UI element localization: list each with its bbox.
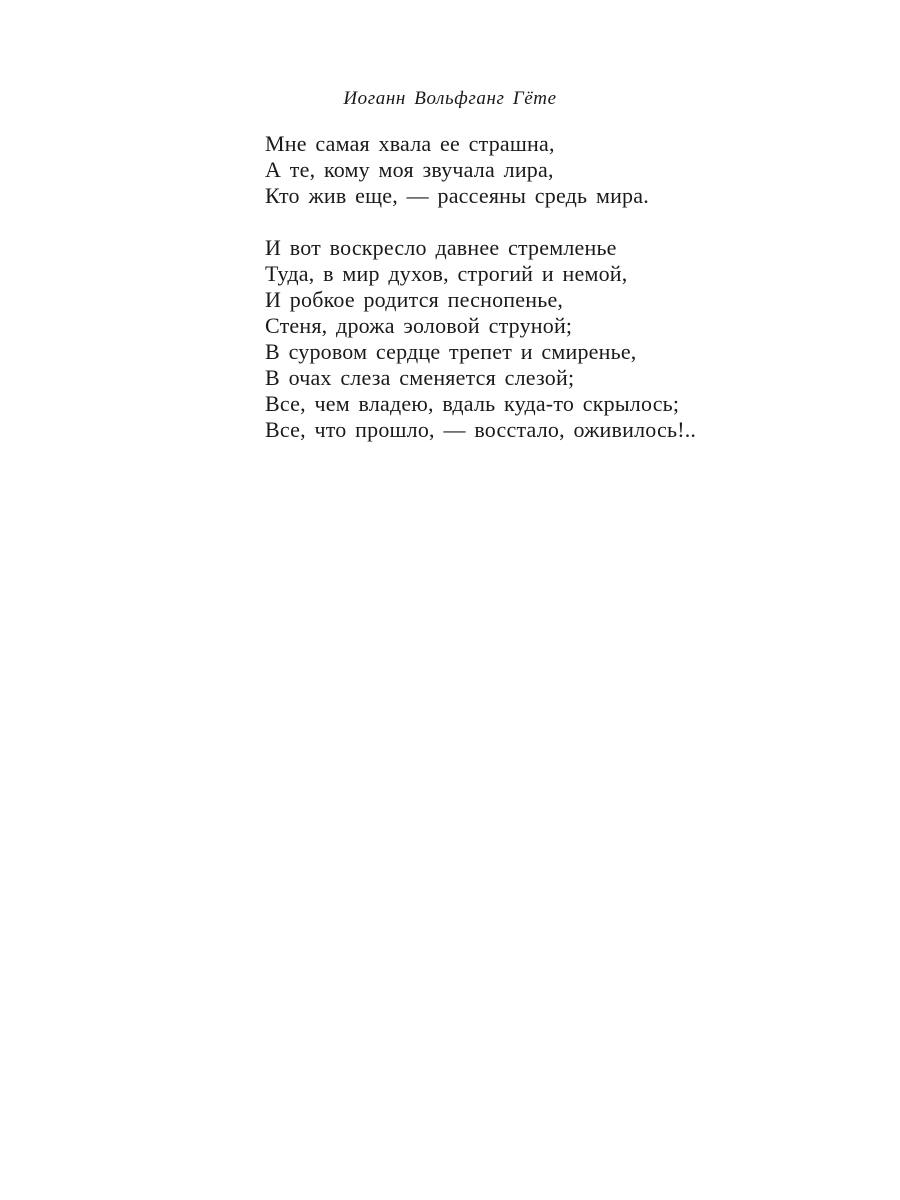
poem-line: А те, кому моя звучала лира, <box>265 157 554 182</box>
stanza-1 <box>265 131 865 209</box>
poem-line: Туда, в мир духов, строгий и немой, <box>265 261 628 286</box>
poem-line: В суровом сердце трепет и смиренье, <box>265 339 637 364</box>
poem-text <box>265 131 865 443</box>
running-head-author: Иоганн Вольфганг Гёте <box>343 88 557 109</box>
poem-line: Стеня, дрожа эоловой струной; <box>265 313 573 338</box>
poem-line: В очах слеза сменяется слезой; <box>265 365 575 390</box>
poem-line: Все, чем владею, вдаль куда-то скрылось; <box>265 391 680 416</box>
poem-line: Все, что прошло, — восстало, оживилось!.. <box>265 417 697 442</box>
poem-line: И робкое родится песнопенье, <box>265 287 564 312</box>
poem-line: Мне самая хвала ее страшна, <box>265 131 555 156</box>
stanza-2 <box>265 235 865 443</box>
poem-line: Кто жив еще, — рассеяны средь мира. <box>265 183 649 208</box>
poem-line: И вот воскресло давнее стремленье <box>265 235 617 260</box>
